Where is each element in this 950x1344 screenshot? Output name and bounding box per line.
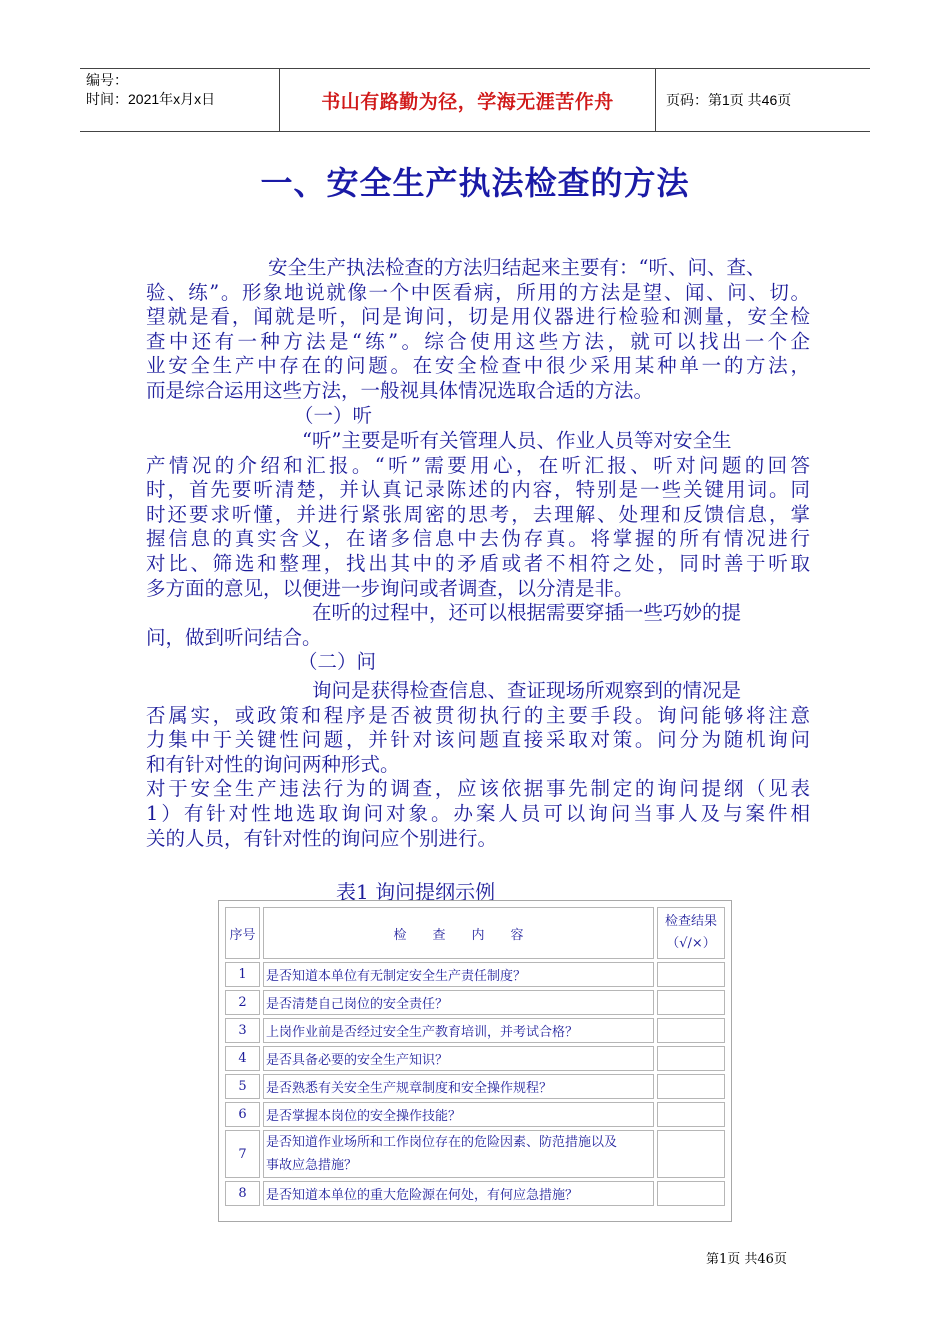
row-result-cell bbox=[657, 962, 725, 987]
text-line: 查中还有一种方法是“练”。综合使用这些方法，就可以找出一个企 bbox=[146, 329, 810, 353]
text-line: 时，首先要听清楚，并认真记录陈述的内容，特别是一些关键用词。同 bbox=[146, 478, 810, 502]
row-question-line: 事故应急措施？ bbox=[266, 1158, 358, 1173]
row-result-cell bbox=[657, 1181, 725, 1206]
text-line: 否属实，或政策和程序是否被贯彻执行的主要手段。询问能够将注意 bbox=[146, 703, 810, 727]
row-no: 4 bbox=[225, 1046, 260, 1071]
text-line: 时还要求听懂，并进行紧张周密的思考，去理解、处理和反馈信息，掌 bbox=[146, 502, 810, 526]
row-result-cell bbox=[657, 1074, 725, 1099]
row-no: 6 bbox=[225, 1102, 260, 1127]
row-question: 是否具备必要的安全生产知识？ bbox=[263, 1046, 654, 1071]
table-row bbox=[225, 1181, 725, 1206]
table-header-row bbox=[225, 907, 725, 959]
header-meta bbox=[80, 69, 280, 131]
table-caption: 表1 询问提纲示例 bbox=[336, 880, 496, 904]
date-label: 时间：2021年x月x日 bbox=[86, 91, 216, 107]
text-line: 问，做到听问结合。 bbox=[146, 625, 322, 649]
row-question: 上岗作业前是否经过安全生产教育培训，并考试合格？ bbox=[263, 1018, 654, 1043]
page-title: 一、安全生产执法检查的方法 bbox=[260, 164, 690, 202]
row-no: 8 bbox=[225, 1181, 260, 1206]
paragraph-ask bbox=[146, 679, 810, 851]
document-header bbox=[80, 68, 870, 132]
text-line: 产情况的介绍和汇报。“听”需要用心，在听汇报、听对问题的回答 bbox=[146, 453, 810, 477]
row-no: 2 bbox=[225, 990, 260, 1015]
table-row bbox=[225, 1018, 725, 1043]
table-row bbox=[225, 962, 725, 987]
inquiry-outline-table bbox=[218, 900, 732, 1222]
row-question: 是否清楚自己岗位的安全责任？ bbox=[263, 990, 654, 1015]
code-label: 编号： bbox=[86, 72, 128, 88]
text-line: 业安全生产中存在的问题。在安全检查中很少采用某种单一的方法， bbox=[146, 354, 810, 378]
table-row bbox=[225, 1074, 725, 1099]
row-no: 5 bbox=[225, 1074, 260, 1099]
row-question: 是否掌握本岗位的安全操作技能？ bbox=[263, 1102, 654, 1127]
text-line: 在听的过程中，还可以根据需要穿插一些巧妙的提 bbox=[312, 601, 742, 624]
header-no: 序号 bbox=[225, 907, 260, 959]
table-row bbox=[225, 990, 725, 1015]
row-question: 是否熟悉有关安全生产规章制度和安全操作规程？ bbox=[263, 1074, 654, 1099]
text-line: 力集中于关键性问题，并针对该问题直接采取对策。问分为随机询问 bbox=[146, 728, 810, 752]
text-line: 关的人员，有针对性的询问应个别进行。 bbox=[146, 826, 498, 850]
text-line: 握信息的真实含义，在诸多信息中去伪存真。将掌握的所有情况进行 bbox=[146, 527, 810, 551]
page-footer: 第1页 共46页 bbox=[706, 1252, 787, 1267]
paragraph-intro bbox=[146, 256, 810, 428]
table-row bbox=[225, 1130, 725, 1178]
text-line: 而是综合运用这些方法，一般视具体情况选取合适的方法。 bbox=[146, 378, 654, 402]
text-line: 对于安全生产违法行为的调查，应该依据事先制定的询问提纲（见表 bbox=[146, 777, 810, 801]
text-line: 对比、筛选和整理，找出其中的矛盾或者不相符之处，同时善于听取 bbox=[146, 551, 810, 575]
table-row bbox=[225, 1102, 725, 1127]
text-line: 多方面的意见，以便进一步询问或者调查，以分清是非。 bbox=[146, 576, 634, 600]
table-row bbox=[225, 1046, 725, 1071]
row-no: 1 bbox=[225, 962, 260, 987]
row-result-cell bbox=[657, 1130, 725, 1178]
header-motto: 书山有路勤为径，学海无涯苦作舟 bbox=[280, 69, 656, 131]
text-line: 询问是获得检查信息、查证现场所观察到的情况是 bbox=[312, 679, 742, 702]
row-no: 7 bbox=[225, 1130, 260, 1178]
header-page-label: 页码：第1页 共46页 bbox=[666, 92, 792, 108]
row-result-cell bbox=[657, 1018, 725, 1043]
row-no: 3 bbox=[225, 1018, 260, 1043]
row-result-cell bbox=[657, 1046, 725, 1071]
row-question: 是否知道本单位有无制定安全生产责任制度？ bbox=[263, 962, 654, 987]
row-question-line: 是否知道作业场所和工作岗位存在的危险因素、防范措施以及 bbox=[266, 1135, 618, 1150]
row-question bbox=[263, 1130, 654, 1178]
header-result bbox=[657, 907, 725, 959]
text-line: 望就是看，闻就是听，问是询问，切是用仪器进行检验和测量，安全检 bbox=[146, 305, 810, 329]
header-result-label: 检查结果 bbox=[664, 914, 717, 929]
text-line: “听”主要是听有关管理人员、作业人员等对安全生 bbox=[302, 429, 732, 452]
text-line: 1）有针对性地选取询问对象。办案人员可以询问当事人及与案件相 bbox=[146, 801, 810, 825]
section-heading-ask: （二）问 bbox=[298, 650, 377, 674]
paragraph-listen-ask bbox=[146, 601, 810, 675]
header-result-symbols: （√/×） bbox=[666, 936, 716, 951]
text-line: 验、练”。形象地说就像一个中医看病，所用的方法是望、闻、问、切。 bbox=[146, 280, 810, 304]
header-content: 检 查 内 容 bbox=[263, 907, 654, 959]
text-line: 和有针对性的询问两种形式。 bbox=[146, 752, 400, 776]
row-question: 是否知道本单位的重大危险源在何处，有何应急措施？ bbox=[263, 1181, 654, 1206]
section-heading-listen: （一）听 bbox=[294, 403, 373, 427]
text-line: 安全生产执法检查的方法归结起来主要有：“听、问、查、 bbox=[268, 256, 766, 279]
row-result-cell bbox=[657, 990, 725, 1015]
row-result-cell bbox=[657, 1102, 725, 1127]
paragraph-listen bbox=[146, 429, 810, 601]
